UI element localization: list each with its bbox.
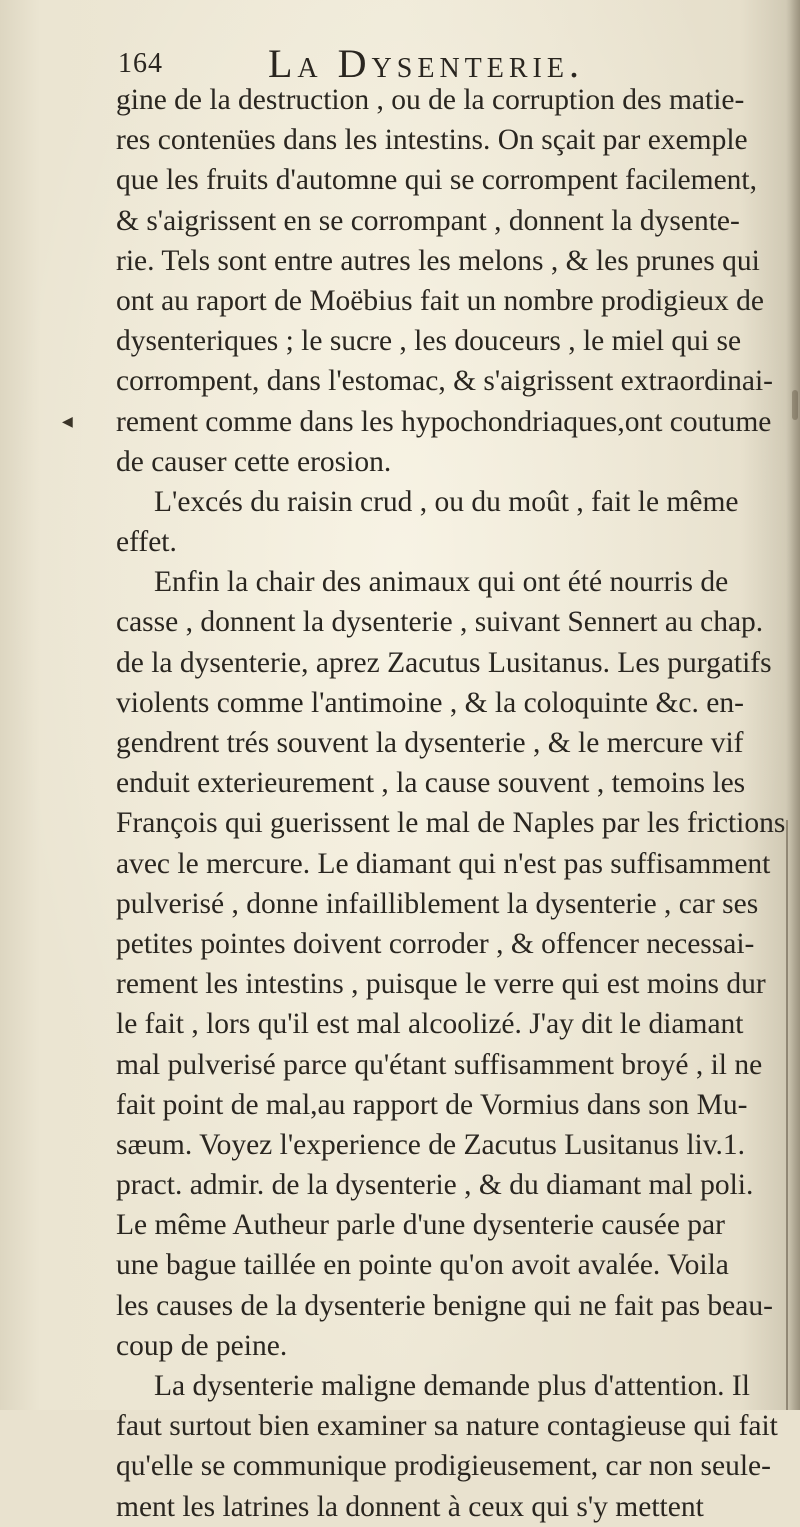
text-line: de la dysenterie, aprez Zacutus Lusitanus. Les purgatifs [116, 646, 772, 679]
text-line: pulverisé , donne infailliblement la dysenterie , car ses [116, 887, 759, 920]
text-line: & s'aigrissent en se corrompant , donnent la dysente- [116, 204, 740, 237]
text-line: gine de la destruction , ou de la corruption des matie- [116, 84, 745, 116]
page-number: 164 [118, 48, 163, 79]
text-line: sæum. Voyez l'experience de Zacutus Lusitanus liv.1. [116, 1128, 746, 1161]
text-line: mal pulverisé parce qu'étant suffisamment broyé , il ne [116, 1048, 763, 1081]
text-line: enduit exterieurement , la cause souvent , temoins les [116, 767, 746, 800]
text-line: pract. admir. de la dysenterie , & du diamant mal poli. [116, 1169, 754, 1202]
text-line: dysenteriques ; le sucre , les douceurs , le miel qui se [116, 325, 742, 358]
margin-mark-icon: ◀ [62, 414, 73, 430]
text-line: rement les intestins , puisque le verre qui est moins dur [116, 968, 766, 1001]
text-line: Enfin la chair des animaux qui ont été nourris de [154, 566, 729, 599]
text-line: res contenües dans les intestins. On sçait par exemple [116, 124, 748, 157]
text-line: petites pointes doivent corroder , & offencer necessai- [116, 927, 755, 960]
text-line: violents comme l'antimoine , & la coloquinte &c. en- [116, 686, 744, 719]
text-line: une bague taillée en pointe qu'on avoit avalée. Voila [116, 1249, 729, 1282]
text-line: François qui guerissent le mal de Naples par les frictions [116, 807, 786, 840]
text-line: L'excés du raisin crud , ou du moût , fait le même [154, 485, 739, 518]
text-line: rie. Tels sont entre autres les melons , & les prunes qui [116, 244, 760, 277]
text-line: ont au raport de Moëbius fait un nombre prodigieux de [116, 284, 765, 317]
text-line: La dysenterie maligne demande plus d'attention. Il [154, 1370, 750, 1402]
text-line: fait point de mal,au rapport de Vormius dans son Mu- [116, 1088, 748, 1121]
text-line: les causes de la dysenterie benigne qui ne fait pas beau- [116, 1289, 773, 1322]
text-line: qu'elle se communique prodigieusement, car non seule- [116, 1450, 771, 1483]
text-line: le fait , lors qu'il est mal alcoolizé. J'ay dit le diamant [116, 1008, 744, 1041]
body-text [116, 80, 796, 1527]
text-line: corrompent, dans l'estomac, & s'aigrissent extraordinai- [116, 365, 773, 398]
running-title: La Dysenterie. [268, 41, 584, 86]
text-line: faut surtout bien examiner sa nature contagieuse qui fait [116, 1410, 778, 1443]
text-line: rement comme dans les hypochondriaques,ont coutume [116, 405, 772, 438]
text-line: effet. [116, 526, 177, 559]
text-line: coup de peine. [116, 1329, 288, 1362]
text-line: gendrent trés souvent la dysenterie , & le mercure vif [116, 727, 744, 759]
text-line: que les fruits d'automne qui se corrompent facilement, [116, 164, 758, 197]
text-line: ment les latrines la donnent à ceux qui s'y mettent [116, 1490, 704, 1523]
text-line: avec le mercure. Le diamant qui n'est pas suffisamment [116, 847, 771, 880]
text-line: Le même Autheur parle d'une dysenterie causée par [116, 1209, 725, 1242]
text-line: de causer cette erosion. [116, 445, 392, 478]
text-line: casse , donnent la dysenterie , suivant Sennert au chap. [116, 606, 764, 639]
